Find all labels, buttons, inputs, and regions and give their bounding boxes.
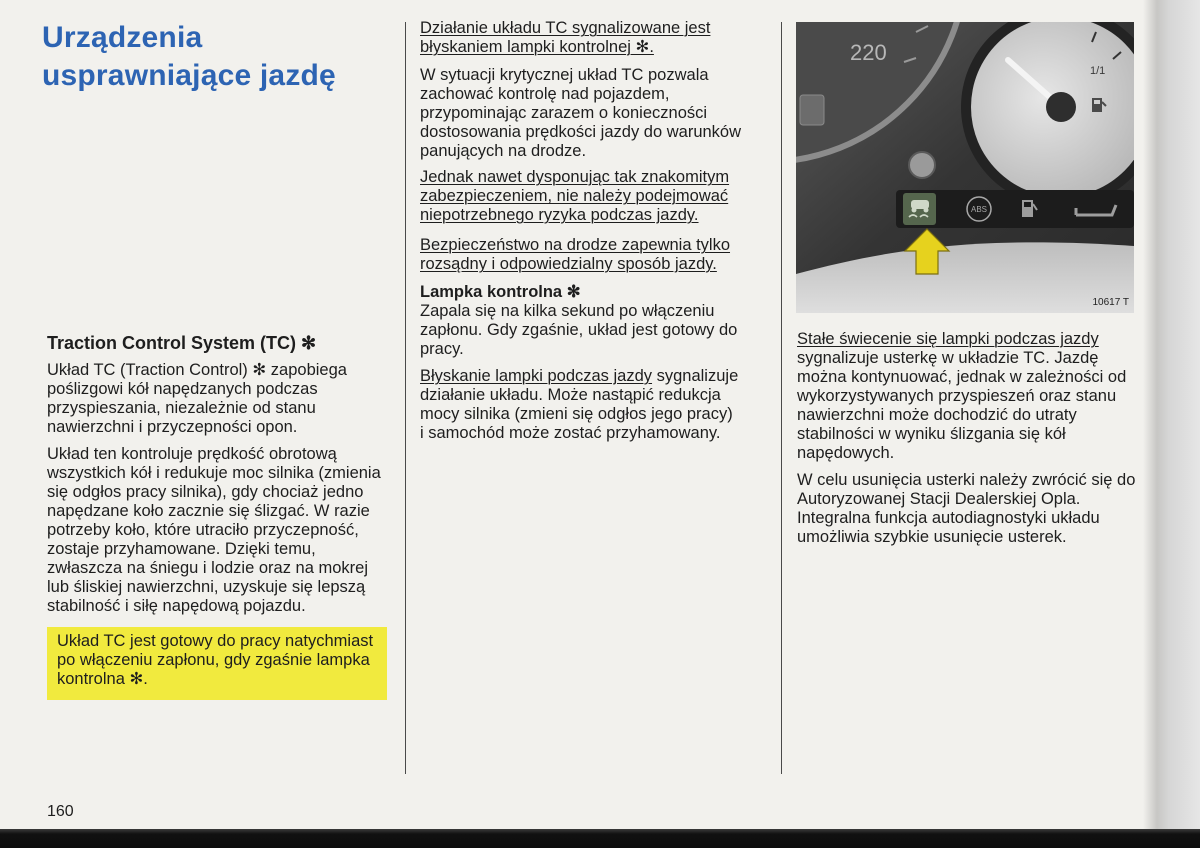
- middle-paragraph-2: Zapala się na kilka sekund po włączeniu zapłonu. Gdy zgaśnie, układ jest gotowy do pracy.: [420, 302, 738, 358]
- highlight-note-text: Układ TC jest gotowy do pracy natychmiast po włączeniu zapłonu, gdy zgaśnie lampka kontrolna ✻.: [57, 632, 374, 688]
- highlight-note-box: [47, 627, 387, 700]
- middle-paragraph-3-rest: sygnalizuje działanie układu. Może nastąpić redukcja mocy silnika (zmieni się odgłos jego pracy) i samochód może zostać przyhamowany.: [420, 367, 739, 442]
- middle-paragraph-3: [420, 367, 738, 443]
- warning-light-subheading: Lampka kontrolna ✻: [420, 283, 581, 301]
- left-paragraph-2: Układ ten kontroluje prędkość obrotową wszystkich kół i redukuje moc silnika (zmienia się odgłos pracy silnika), gdy chociaż jedno napędzane koło zacznie się ślizgać. W razie potrzeby koło, które utraciło przyczepność, zostaje przyhamowane. Dzięki temu, zwłaszcza na śniegu i lodzie oraz na mokrej lub śliskiej nawierzchni, uzyskuje się lepszą stabilność i siłę napędową pojazdu.: [47, 445, 381, 615]
- page-edge-shadow: [1143, 0, 1200, 848]
- speedometer-label: 220: [850, 40, 887, 65]
- reset-knob: [909, 152, 935, 178]
- warning-light-strip: [896, 190, 1134, 228]
- page-number: 160: [47, 803, 74, 820]
- page-title: Urządzenia usprawniające jazdę: [42, 21, 336, 92]
- figure-code: 10617 T: [1092, 297, 1129, 308]
- right-paragraph-2: W celu usunięcia usterki należy zwrócić się do Autoryzowanej Stacji Dealerskiej Opla. Integralna funkcja autodiagnostyki układu umożliwia szybkie usunięcie usterek.: [797, 471, 1136, 546]
- warning-text-3: Bezpieczeństwo na drodze zapewnia tylko rozsądny i odpowiedzialny sposób jazdy.: [420, 236, 731, 273]
- left-paragraph-1: Układ TC (Traction Control) ✻ zapobiega poślizgowi kół napędzanych podczas przyspieszania, niezależnie od stanu nawierzchni i przyczepności opon.: [47, 361, 347, 436]
- column-divider-left: [405, 22, 406, 774]
- fuel-gauge-label: 1/1: [1090, 65, 1106, 77]
- column-divider-right: [781, 22, 782, 774]
- middle-paragraph-3-underlined: Błyskanie lampki podczas jazdy: [420, 367, 653, 385]
- warning-text-1: Działanie układu TC sygnalizowane jest błyskaniem lampki kontrolnej ✻.: [420, 19, 711, 56]
- warning-text-2: Jednak nawet dysponując tak znakomitym zabezpieczeniem, nie należy podejmować niepotrzebnego ryzyka podczas jazdy.: [420, 168, 730, 224]
- right-paragraph-1-rest: sygnalizuje usterkę w układzie TC. Jazdę można kontynuować, jednak w zależności od wykorzystywanych przyspieszeń oraz stanu nawierzchni może dochodzić do utraty stabilności w wyniku ślizgania się kół napędowych.: [797, 349, 1127, 462]
- scan-bottom-edge: [0, 829, 1200, 848]
- indicator-square: [800, 95, 824, 125]
- fuel-gauge-hub: [1046, 92, 1076, 122]
- tc-warning-light: [903, 193, 936, 225]
- right-paragraph-1-underlined: Stałe świecenie się lampki podczas jazdy: [797, 330, 1099, 348]
- middle-paragraph-1: W sytuacji krytycznej układ TC pozwala zachować kontrolę nad pojazdem, przypominając zarazem o konieczności dostosowania prędkości jazdy do warunków panujących na drodze.: [420, 66, 742, 160]
- abs-label: ABS: [970, 205, 988, 214]
- instrument-cluster-photo: [796, 22, 1134, 313]
- right-paragraph-1: [797, 330, 1126, 463]
- section-heading: Traction Control System (TC) ✻: [47, 333, 317, 353]
